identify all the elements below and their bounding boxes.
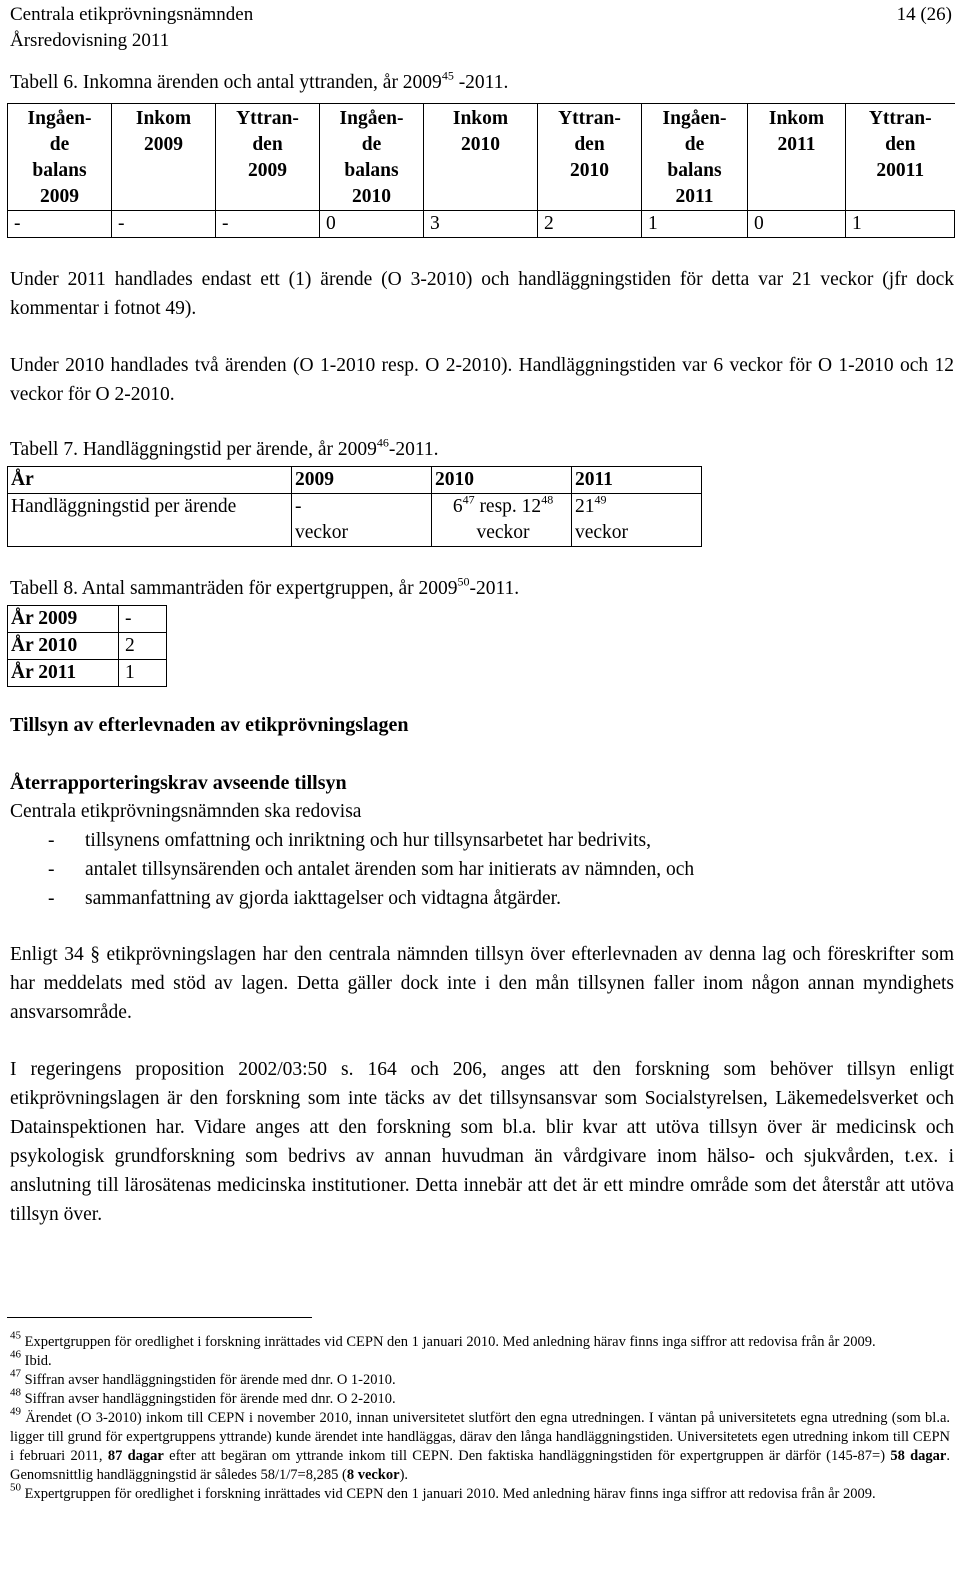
table6-value-cell: 1 <box>846 211 955 238</box>
list-item: - sammanfattning av gjorda iakttagelser och vidtagna åtgärder. <box>48 888 561 909</box>
table8-row-label: År 2010 <box>8 633 119 660</box>
list-item: - antalet tillsynsärenden och antalet ärenden som har initierats av nämnden, och <box>48 859 695 880</box>
footnotes <box>10 1329 951 1504</box>
footnote-45: $^{45}$ Expertgruppen för oredlighet i forskning inrättades vid CEPN den 1 januari 2010. Med anledning härav finns inga siffror att redovisa från år 2009. <box>10 1329 876 1350</box>
footnote-50: $^{50}$ Expertgruppen för oredlighet i forskning inrättades vid CEPN den 1 januari 2010. Med anledning härav finns inga siffror att redovisa från år 2009. <box>10 1481 876 1502</box>
table7-year-2010: 2010 <box>432 467 572 494</box>
table8-row-value: 2 <box>119 633 167 660</box>
table8-row-label: År 2009 <box>8 606 119 633</box>
table6-value-cell: - <box>216 211 320 238</box>
table6-header-cell: Yttran- den 20011 <box>846 104 955 211</box>
report-requirements <box>10 797 954 913</box>
table6-header-cell: Inkom 2010 <box>424 104 538 211</box>
footnote-48: $^{48}$ Siffran avser handläggningstiden för ärende med dnr. O 2-2010. <box>10 1386 396 1407</box>
table6-value-cell: - <box>112 211 216 238</box>
header-org: Centrala etikprövningsnämnden <box>10 4 254 25</box>
table7-cell-2009: - veckor <box>292 494 432 547</box>
table6-value-cell: 1 <box>642 211 748 238</box>
table6-header-cell: Ingåen- de balans 2010 <box>320 104 424 211</box>
table7 <box>7 466 702 547</box>
footnote-46: $^{46}$ Ibid. <box>10 1348 52 1369</box>
paragraph-2011-handling: Under 2011 handlades endast ett (1) ärende (O 3-2010) och handläggningstiden för detta var 21 veckor (jfr dock kommentar i fotnot 49). <box>10 269 954 319</box>
table6-caption: Tabell 6. Inkomna ärenden och antal yttranden, år 2009$^{45}$ -2011. <box>10 68 509 93</box>
table6-header-cell: Ingåen- de balans 2011 <box>642 104 748 211</box>
table7-col-label: År <box>8 467 292 494</box>
table6-value-cell: 3 <box>424 211 538 238</box>
table8-row <box>8 606 167 633</box>
table8-row <box>8 633 167 660</box>
table8-row-value: - <box>119 606 167 633</box>
table7-year-2011: 2011 <box>572 467 702 494</box>
table8 <box>7 605 167 687</box>
table6-header-cell: Yttran- den 2010 <box>538 104 642 211</box>
table6-header-cell: Ingåen- de balans 2009 <box>8 104 112 211</box>
table7-cell-2010: $6^{47}$ resp. $12^{48}$ veckor <box>432 494 572 547</box>
table6-header-cell: Yttran- den 2009 <box>216 104 320 211</box>
table6-value-row <box>8 211 955 238</box>
table6-value-cell: 0 <box>320 211 424 238</box>
table7-year-2009: 2009 <box>292 467 432 494</box>
footnote-divider <box>7 1317 312 1318</box>
footnote-47: $^{47}$ Siffran avser handläggningstiden för ärende med dnr. O 1-2010. <box>10 1367 396 1388</box>
header-report: Årsredovisning 2011 <box>10 30 170 51</box>
requirements-intro: Centrala etikprövningsnämnden ska redovisa <box>10 801 362 822</box>
table6-header-cell: Inkom 2009 <box>112 104 216 211</box>
footnote-49: $^{49}$ Ärendet (O 3-2010) inkom till CEPN i november 2010, innan universitetet slutfört den egna utredningen. I väntan på universitetets egna utredning (som bl.a. ligger till grund för expertgruppens yttrande) kunde ärendet inte handläggas, därav den långa handläggningstiden. Universitetets egen utredning inkom till CEPN i februari 2011, 87 dagar efter att begäran om yttrande inkom till CEPN. Den faktiska handläggningstiden för expertgruppen är därför (145-87=) 58 dagar. Genomsnittlig handläggningstid är således 58/1/7=8,285 (8 veckor). <box>10 1405 951 1483</box>
table7-row-label: Handläggningstid per ärende <box>8 494 292 547</box>
table6-value-cell: 0 <box>748 211 846 238</box>
table8-row <box>8 660 167 687</box>
list-item: - tillsynens omfattning och inriktning och hur tillsynsarbetet har bedrivits, <box>48 830 651 851</box>
paragraph-proposition: I regeringens proposition 2002/03:50 s. 164 och 206, anges att den forskning som behöver tillsyn enligt etikprövningslagen är den forskning som inte täcks av det tillsynsansvar som Socialstyrelsen, Läkemedelsverket och Datainspektionen har. Vidare anges att den forskning som bl.a. blir kvar att utöva tillsyn över är medicinsk och psykologisk grundforskning som bedrivs av annan huvudman än vårdgivare inom hälso- och sjukvården, t.ex. i anslutning till lärosätenas medicinska institutioner. Detta innebär att det är ett mindre område som det återstår att utöva tillsyn över. <box>10 1059 954 1225</box>
requirements-list <box>10 826 954 913</box>
table8-caption: Tabell 8. Antal sammanträden för expertgruppen, år 2009$^{50}$-2011. <box>10 574 520 599</box>
table8-row-label: År 2011 <box>8 660 119 687</box>
table7-cell-2011: $21^{49}$ veckor <box>572 494 702 547</box>
header-page-number: 14 (26) <box>896 4 952 25</box>
paragraph-2010-handling: Under 2010 handlades två ärenden (O 1-2010 resp. O 2-2010). Handläggningstiden var 6 veckor för O 1-2010 och 12 veckor för O 2-2010. <box>10 355 954 405</box>
table6-header-row <box>8 104 955 211</box>
section-heading-tillsyn: Tillsyn av efterlevnaden av etikprövningslagen <box>10 714 409 736</box>
table6 <box>7 103 955 238</box>
paragraph-34-paragraf: Enligt 34 § etikprövningslagen har den centrala nämnden tillsyn över efterlevnaden av denna lag och föreskrifter som har meddelats med stöd av lagen. Detta gäller dock inte i den mån tillsynen faller inom någon annan myndighets ansvarsområde. <box>10 944 954 1023</box>
table6-value-cell: 2 <box>538 211 642 238</box>
table8-row-value: 1 <box>119 660 167 687</box>
table7-caption: Tabell 7. Handläggningstid per ärende, år 2009$^{46}$-2011. <box>10 435 439 460</box>
table7-value-row <box>8 494 702 547</box>
table7-header-row <box>8 467 702 494</box>
table6-header-cell: Inkom 2011 <box>748 104 846 211</box>
subsection-heading-aterrapportering: Återrapporteringskrav avseende tillsyn <box>10 772 347 794</box>
table6-value-cell: - <box>8 211 112 238</box>
